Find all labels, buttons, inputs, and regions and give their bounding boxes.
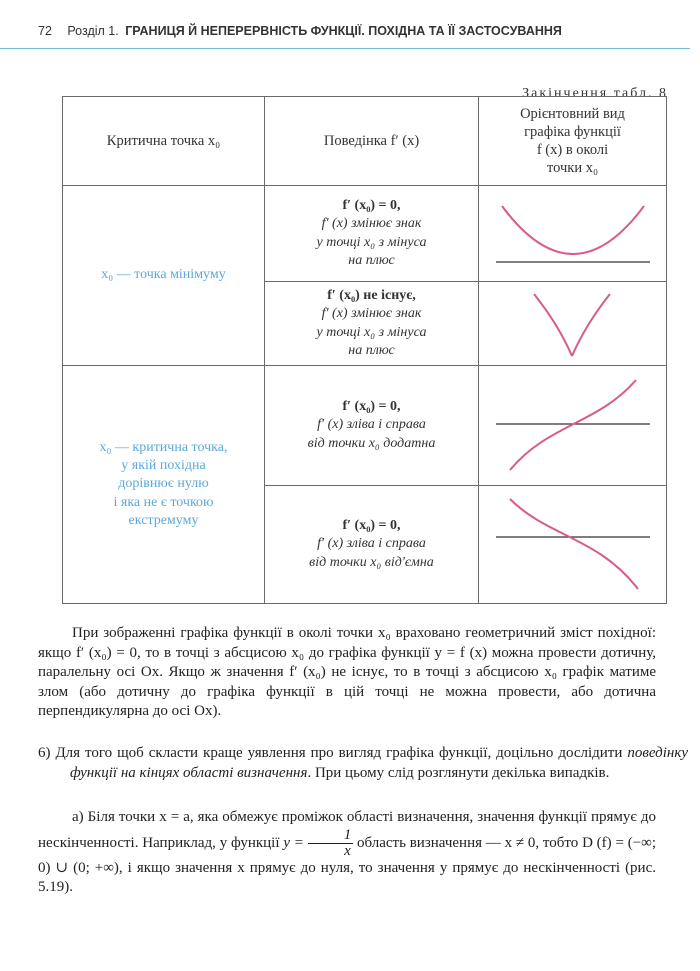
cusp-minimum-graph [488,284,658,364]
chapter-title: ГРАНИЦЯ Й НЕПЕРЕРВНІСТЬ ФУНКЦІЇ. ПОХІДНА ТА ЇЇ ЗАСТОСУВАННЯ [125,24,562,38]
decreasing-inflection-graph [488,493,658,597]
row2-graph [479,282,667,366]
increasing-inflection-graph [488,374,658,478]
row1-graph [479,186,667,282]
table-header-row [63,97,667,186]
row4-behavior: f′ (x₀) = 0, f′ (x) зліва і справа від точки x₀ від'ємна [265,486,479,604]
col-header-critical-point: Критична точка x₀ [63,97,265,186]
section-label: Розділ 1. [67,24,119,38]
fraction-one-over-x: $\frac{1}{x}$ [308,828,354,859]
paragraph-item-6: 6) Для того щоб скласти краще уявлення про вигляд графіка функції, доцільно дослідити поведінку функції на кінцях області визначення. При цьому слід розглянути декілька випадків. [38,745,688,781]
running-header [38,24,678,38]
critical-points-table [62,96,667,604]
col-header-graph: Орієнтовний вид графіка функції f (x) в околі точки x₀ [479,97,667,186]
page-number: 72 [38,24,52,38]
table-caption: Закінчення табл. 8 [522,86,668,101]
row4-graph [479,486,667,604]
paragraph-geometric-meaning: При зображенні графіка функції в околі точки x₀ враховано геометричний зміст похідної: якщо f′ (x₀) = 0, то в точці з абсцисою x₀ до графіка функції y = f (x) можна провести дотичну, паралельну осі Ox. Якщо ж значення f′ (x₀) не існує, то в точці з абсцисою x₀ графік матиме злом (або дотичну до графіка функції в цій точці не можна провести, або дотична перпендикулярна до осі Ox). [38,625,656,719]
header-rule [0,48,690,49]
row3-graph [479,366,667,486]
smooth-minimum-graph [488,194,658,274]
row3-behavior: f′ (x₀) = 0, f′ (x) зліва і справа від точки x₀ додатна [265,366,479,486]
group-minimum-label: x₀ — точка мінімуму [63,186,265,366]
row2-behavior: f′ (x₀) не існує, f′ (x) змінює знак у точці x₀ з мінуса на плюс [265,282,479,366]
table-row [63,186,667,282]
table-row [63,366,667,486]
group-inflection-label: x₀ — критична точка, у якій похідна дорівнює нулю і яка не є точкою екстремуму [63,366,265,604]
col-header-behavior: Поведінка f′ (x) [265,97,479,186]
paragraph-item-6a: а) Біля точки x = a, яка обмежує проміжок області визначення, значення функції прямує до нескінченності. Наприклад, у функції y = $\frac{1}{x}$ область визначення — x ≠ 0, тобто D (f) = (−∞; 0) ∪ (0; +∞), і якщо значення x прямує до нуля, то значення y прямує до нескінченності (рис. 5.19). [38,809,657,895]
row1-behavior: f′ (x₀) = 0, f′ (x) змінює знак у точці x₀ з мінуса на плюс [265,186,479,282]
